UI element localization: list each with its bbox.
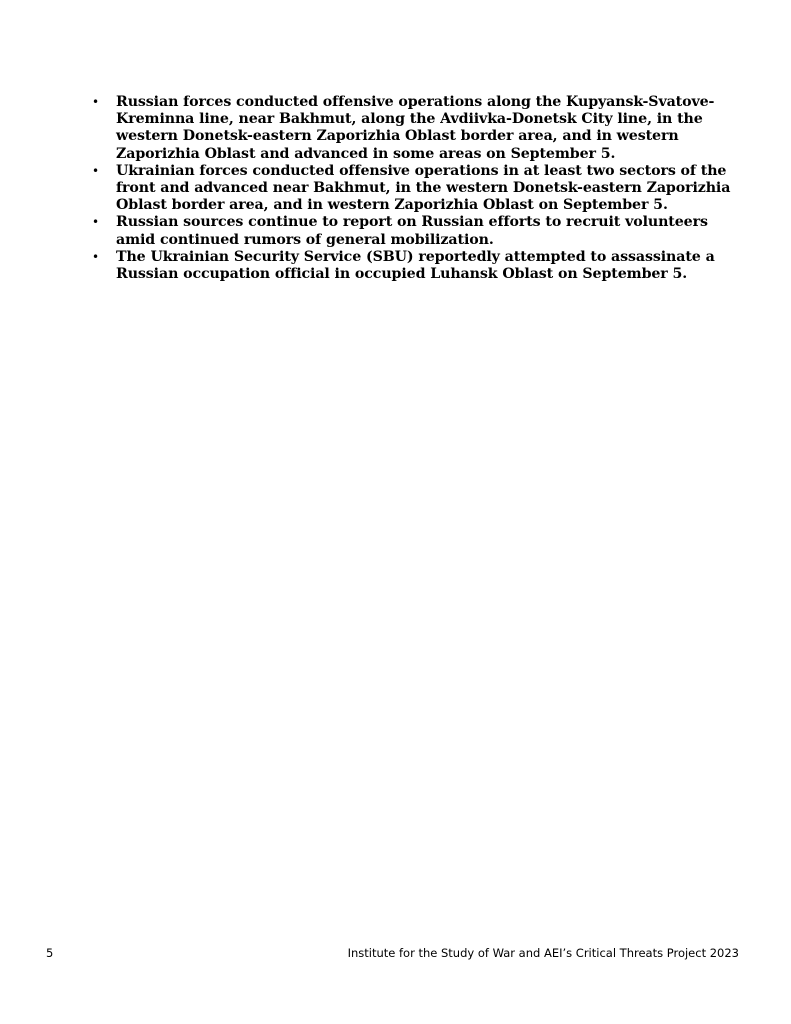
page-number: 5 [46, 946, 54, 960]
list-item [90, 163, 750, 215]
bullet-marker: • [92, 249, 99, 264]
footer-credit: Institute for the Study of War and AEI’s Critical Threats Project 2023 [347, 946, 739, 960]
bullet-text: Russian forces conducted offensive operations along the Kupyansk-Svatove-Kreminna line, near Bakhmut, along the Avdiivka-Donetsk City line, in the western Donetsk-eastern Zaporizhia Oblast border area, and in western Zaporizhia Oblast and advanced in some areas on September 5. [116, 94, 715, 162]
page-footer [0, 944, 791, 962]
bullet-text: Ukrainian forces conducted offensive operations in at least two sectors of the front and advanced near Bakhmut, in the western Donetsk-eastern Zaporizhia Oblast border area, and in western Zaporizhia Oblast on September 5. [116, 162, 731, 214]
bullet-text: Russian sources continue to report on Russian efforts to recruit volunteers amid continued rumors of general mobilization. [116, 214, 708, 248]
list-item [90, 94, 750, 163]
list-item [90, 249, 750, 283]
bullet-marker: • [92, 95, 99, 109]
bullet-text: The Ukrainian Security Service (SBU) reportedly attempted to assassinate a Russian occupation official in occupied Luhansk Oblast on September 5. [116, 248, 715, 283]
bullet-marker: • [92, 163, 99, 178]
list-item [90, 214, 750, 248]
key-takeaways-list [90, 94, 750, 283]
bullet-marker: • [92, 215, 99, 230]
